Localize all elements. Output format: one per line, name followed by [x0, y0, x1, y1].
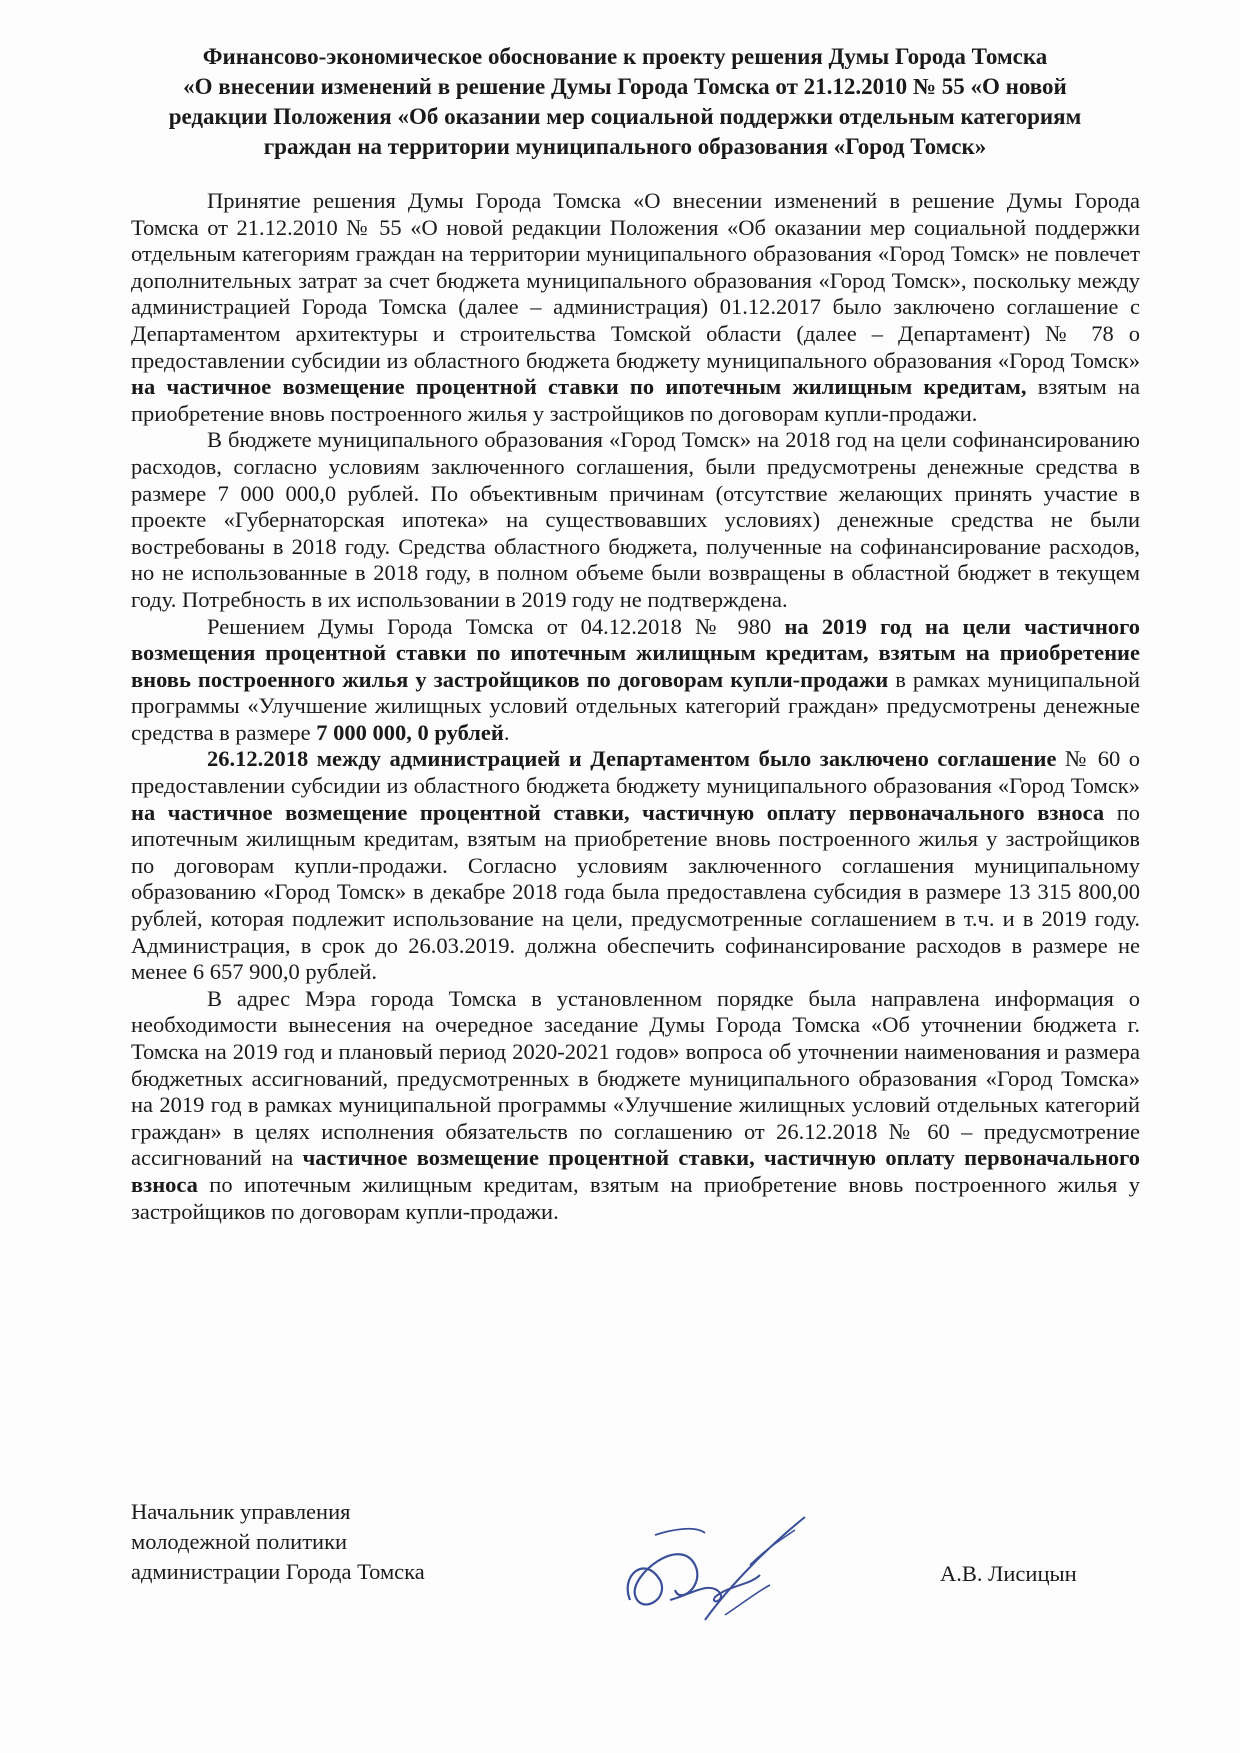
title-line-3: редакции Положения «Об оказании мер социальной поддержки отдельным категориям — [168, 104, 1082, 129]
signature-stroke-2 — [670, 1575, 760, 1601]
signer-position-line-3: администрации Города Томска — [131, 1559, 425, 1584]
title-line-4: граждан на территории муниципального образования «Город Томск» — [263, 134, 987, 159]
paragraph-3-bold-2: 7 000 000, 0 рублей — [316, 719, 504, 745]
signature-stroke-4 — [655, 1529, 705, 1535]
paragraph-5-bold-1: частичное возмещение процентной ставки, частичную оплату первоначального взноса — [131, 1145, 1140, 1197]
document-body — [131, 188, 1140, 1225]
paragraph-4-text-1: № 60 о предоставлении субсидии из областного бюджета бюджету муниципального образования «Город Томск» — [131, 746, 1140, 799]
signer-name: А.В. Лисицын — [940, 1561, 1077, 1586]
signature-stroke-6 — [725, 1585, 770, 1615]
paragraph-1-text-1: Принятие решения Думы Города Томска «О внесении изменений в решение Думы Города Томска от 21.12.2010 № 55 «О новой редакции Положения «Об оказании мер социальной поддержки отдельным категориям граждан на территории муниципального образования «Город Томск» не повлечет дополнительных затрат за счет бюджета муниципального образования «Город Томск», поскольку между администрацией Города Томска (далее – администрация) 01.12.2017 было заключено соглашение с Департаментом архитектуры и строительства Томской области (далее – Департамент) № 78 о предоставлении субсидии из областного бюджета бюджету муниципального образования «Город Томск» — [131, 188, 1140, 373]
paragraph-3 — [131, 614, 1140, 747]
paragraph-5-text-1: В адрес Мэра города Томска в установленном порядке была направлена информация о необходимости вынесения на очередное заседание Думы Города Томска «Об уточнении бюджета г. Томска на 2019 год и плановый период 2020-2021 годов» вопроса об уточнении наименования и размера бюджетных ассигнований, предусмотренных в бюджете муниципального образования «Город Томска» на 2019 год в рамках муниципальной программы «Улучшение жилищных условий отдельных категорий граждан» в целях исполнения обязательств по соглашению от 26.12.2018 № 60 – предусмотрение ассигнований на — [131, 985, 1140, 1171]
paragraph-4-bold-1: 26.12.2018 между администрацией и Департаментом было заключено соглашение — [207, 746, 1057, 772]
handwritten-signature — [600, 1505, 830, 1635]
paragraph-2 — [131, 427, 1140, 613]
signer-position-line-2: молодежной политики — [131, 1529, 348, 1554]
paragraph-1-bold-1: на частичное возмещение процентной ставки по ипотечным жилищным кредитам, — [131, 374, 1027, 400]
paragraph-4 — [131, 746, 1140, 985]
paragraph-1-text-2: взятым на приобретение вновь построенного жилья у застройщиков по договорам купли-продажи. — [131, 374, 1141, 426]
paragraph-5-text-2: по ипотечным жилищным кредитам, взятым на приобретение вновь построенного жилья у застройщиков по договорам купли-продажи. — [131, 1171, 1140, 1224]
paragraph-1 — [131, 188, 1140, 427]
paragraph-3-text-3: . — [503, 719, 510, 745]
paragraph-3-text-2: в рамках муниципальной программы «Улучшение жилищных условий отдельных категорий граждан» предусмотрены денежные средства в размере — [131, 666, 1140, 745]
title-line-1: Финансово-экономическое обоснование к проекту решения Думы Города Томска — [202, 44, 1048, 69]
title-line-2: «О внесении изменений в решение Думы Города Томска от 21.12.2010 № 55 «О новой — [183, 74, 1067, 99]
signer-position-line-1: Начальник управления — [131, 1499, 351, 1524]
paragraph-3-bold-1: на 2019 год на цели частичного возмещения процентной ставки по ипотечным жилищным кредитам, взятым на приобретение вновь построенного жилья у застройщиков по договорам купли-продажи — [131, 613, 1140, 692]
paragraph-4-bold-2: на частичное возмещение процентной ставки, частичную оплату первоначального взноса — [131, 799, 1105, 825]
signature-stroke-1 — [628, 1554, 698, 1604]
signer-position — [131, 1497, 425, 1587]
paragraph-5 — [131, 986, 1140, 1225]
paragraph-2-text-1: В бюджете муниципального образования «Город Томск» на 2018 год на цели софинансированию расходов, согласно условиям заключенного соглашения, были предусмотрены денежные средства в размере 7 000 000,0 рублей. По объективным причинам (отсутствие желающих принять участие в проекте «Губернаторская ипотека» на существовавших условиях) денежные средства не были востребованы в 2018 году. Средства областного бюджета, полученные на софинансирование расходов, но не использованные в 2018 году, в полном объеме были возвращены в областной бюджет в текущем году. Потребность в их использовании в 2019 году не подтверждена. — [131, 427, 1140, 612]
paragraph-4-text-2: по ипотечным жилищным кредитам, взятым на приобретение вновь построенного жилья у застройщиков по договорам купли-продажи. Согласно условиям заключенного соглашения муниципальному образованию «Город Томск» в декабре 2018 года была предоставлена субсидия в размере 13 315 800,00 рублей, которая подлежит использование на цели, предусмотренные соглашением в т.ч. и в 2019 году. Администрация, в срок до 26.03.2019. должна обеспечить софинансирование расходов в размере не менее 6 657 900,0 рублей. — [131, 799, 1140, 985]
document-title — [120, 42, 1130, 162]
paragraph-3-text-1: Решением Думы Города Томска от 04.12.2018 № 980 — [207, 613, 785, 639]
